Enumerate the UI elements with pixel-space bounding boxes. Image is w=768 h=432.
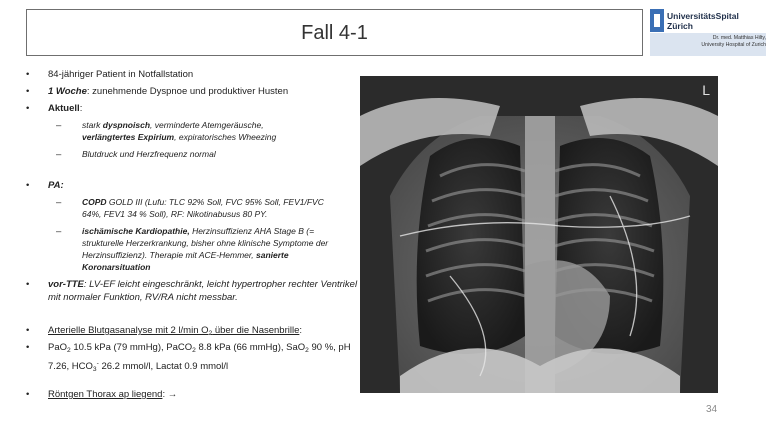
bullet-text: 84-jähriger Patient in Notfallstation [48, 69, 194, 80]
t: ischämische Kardiopathie, [82, 226, 190, 236]
hospital-logo [650, 9, 766, 56]
t: : → [162, 389, 178, 400]
week-text: : zunehmende Dyspnoe und produktiver Husten [86, 86, 289, 97]
logo-subtitle [650, 35, 766, 49]
week-label: 1 Woche [48, 86, 87, 97]
page-number: 34 [706, 404, 718, 415]
t: stark [82, 120, 103, 130]
t: - [96, 360, 99, 367]
t: vor-TTE [48, 279, 84, 290]
t: über die Nasenbrille [212, 325, 300, 336]
bullet-text [48, 341, 368, 376]
slide-title: Fall 4-1 [301, 22, 368, 44]
t: 2 [208, 330, 213, 337]
t: 26.2 mmol/l, Lactat 0.9 mmol/l [98, 361, 229, 373]
t: GOLD III (Lufu: TLC 92% Soll, FVC 95% Soll, FEV1/FVC 64%, FEV1 34 % Soll), RF: Nikotinabusus 80 PY. [82, 197, 324, 219]
bullet-dot: • [26, 180, 30, 191]
t: verlängtertes Expirium [82, 132, 175, 142]
t: Herzinsuffizienz AHA Stage B (= strukturelle Herzerkrankung, bisher ohne klinische Symptome der Herzinsuffizienz). Therapie mit ACE-Hemmer, [82, 226, 329, 260]
t: 3 [92, 366, 97, 374]
current-colon: : [79, 103, 83, 114]
bullet-text [48, 102, 368, 115]
sub-bullet-dash: – [56, 197, 62, 208]
t: Röntgen Thorax ap liegend [48, 389, 163, 400]
sub-bullet-dash: – [56, 226, 62, 237]
xray-side-marker: L [702, 82, 710, 98]
sub-bullet-dash: – [56, 149, 62, 160]
bullet-text [48, 324, 368, 340]
bullet-dot: • [26, 389, 30, 400]
logo-name [667, 11, 739, 31]
t: : LV-EF leicht eingeschränkt, leicht hypertropher rechter Ventrikel mit normaler Funktion, RV/RA nicht messbar. [48, 279, 358, 303]
t: 2 [67, 347, 71, 354]
chest-xray-image [360, 76, 718, 393]
t: PaO [48, 342, 68, 353]
t: , expiratorisches Wheezing [174, 132, 277, 142]
logo-sub-line1: Dr. med. Matthias Hilty, [712, 35, 766, 41]
chest-xray-drawing [360, 76, 718, 393]
sub-bullet-dash: – [56, 120, 62, 131]
t: 2 [305, 347, 309, 354]
bullet-text [48, 388, 368, 401]
bullet-dot: • [26, 279, 30, 290]
t: 90 %, pH 7.26, HCO [48, 342, 351, 373]
t: COPD [82, 197, 107, 207]
slide-header [0, 0, 768, 56]
bullet-dot: • [26, 69, 30, 80]
bullet-dot: • [26, 342, 30, 353]
bullet-dot: • [26, 325, 30, 336]
logo-name-line2: Zürich [667, 21, 693, 31]
current-label: Aktuell [48, 103, 80, 114]
bullet-text [48, 278, 368, 304]
t: , verminderte Atemgeräusche, [150, 120, 264, 130]
bullet-dot: • [26, 86, 30, 97]
bullet-text [48, 85, 368, 98]
title-box [26, 9, 643, 56]
t: 8.8 kPa (66 mmHg), SaO [195, 342, 306, 353]
logo-name-line1: UniversitätsSpital [667, 11, 739, 21]
t: dyspnoisch [102, 120, 151, 130]
pa-label: PA: [48, 180, 64, 191]
t: : [299, 325, 302, 336]
sub-bullet-text: Blutdruck und Herzfrequenz normal [82, 149, 216, 159]
sub-bullet-text [82, 196, 330, 220]
logo-mark-icon [650, 9, 664, 32]
bullet-text [48, 179, 368, 192]
bullet-dot: • [26, 103, 30, 114]
t: sanierte Koronarsituation [82, 250, 289, 272]
logo-sub-line2: University Hospital of Zurich [701, 42, 766, 48]
sub-bullet-text [82, 225, 330, 273]
sub-bullet-text [82, 119, 330, 143]
t: Arterielle Blutgasanalyse mit 2 l/min O [48, 325, 209, 336]
t: 10.5 kPa (79 mmHg), PaCO [70, 342, 193, 353]
t: 2 [192, 347, 196, 354]
